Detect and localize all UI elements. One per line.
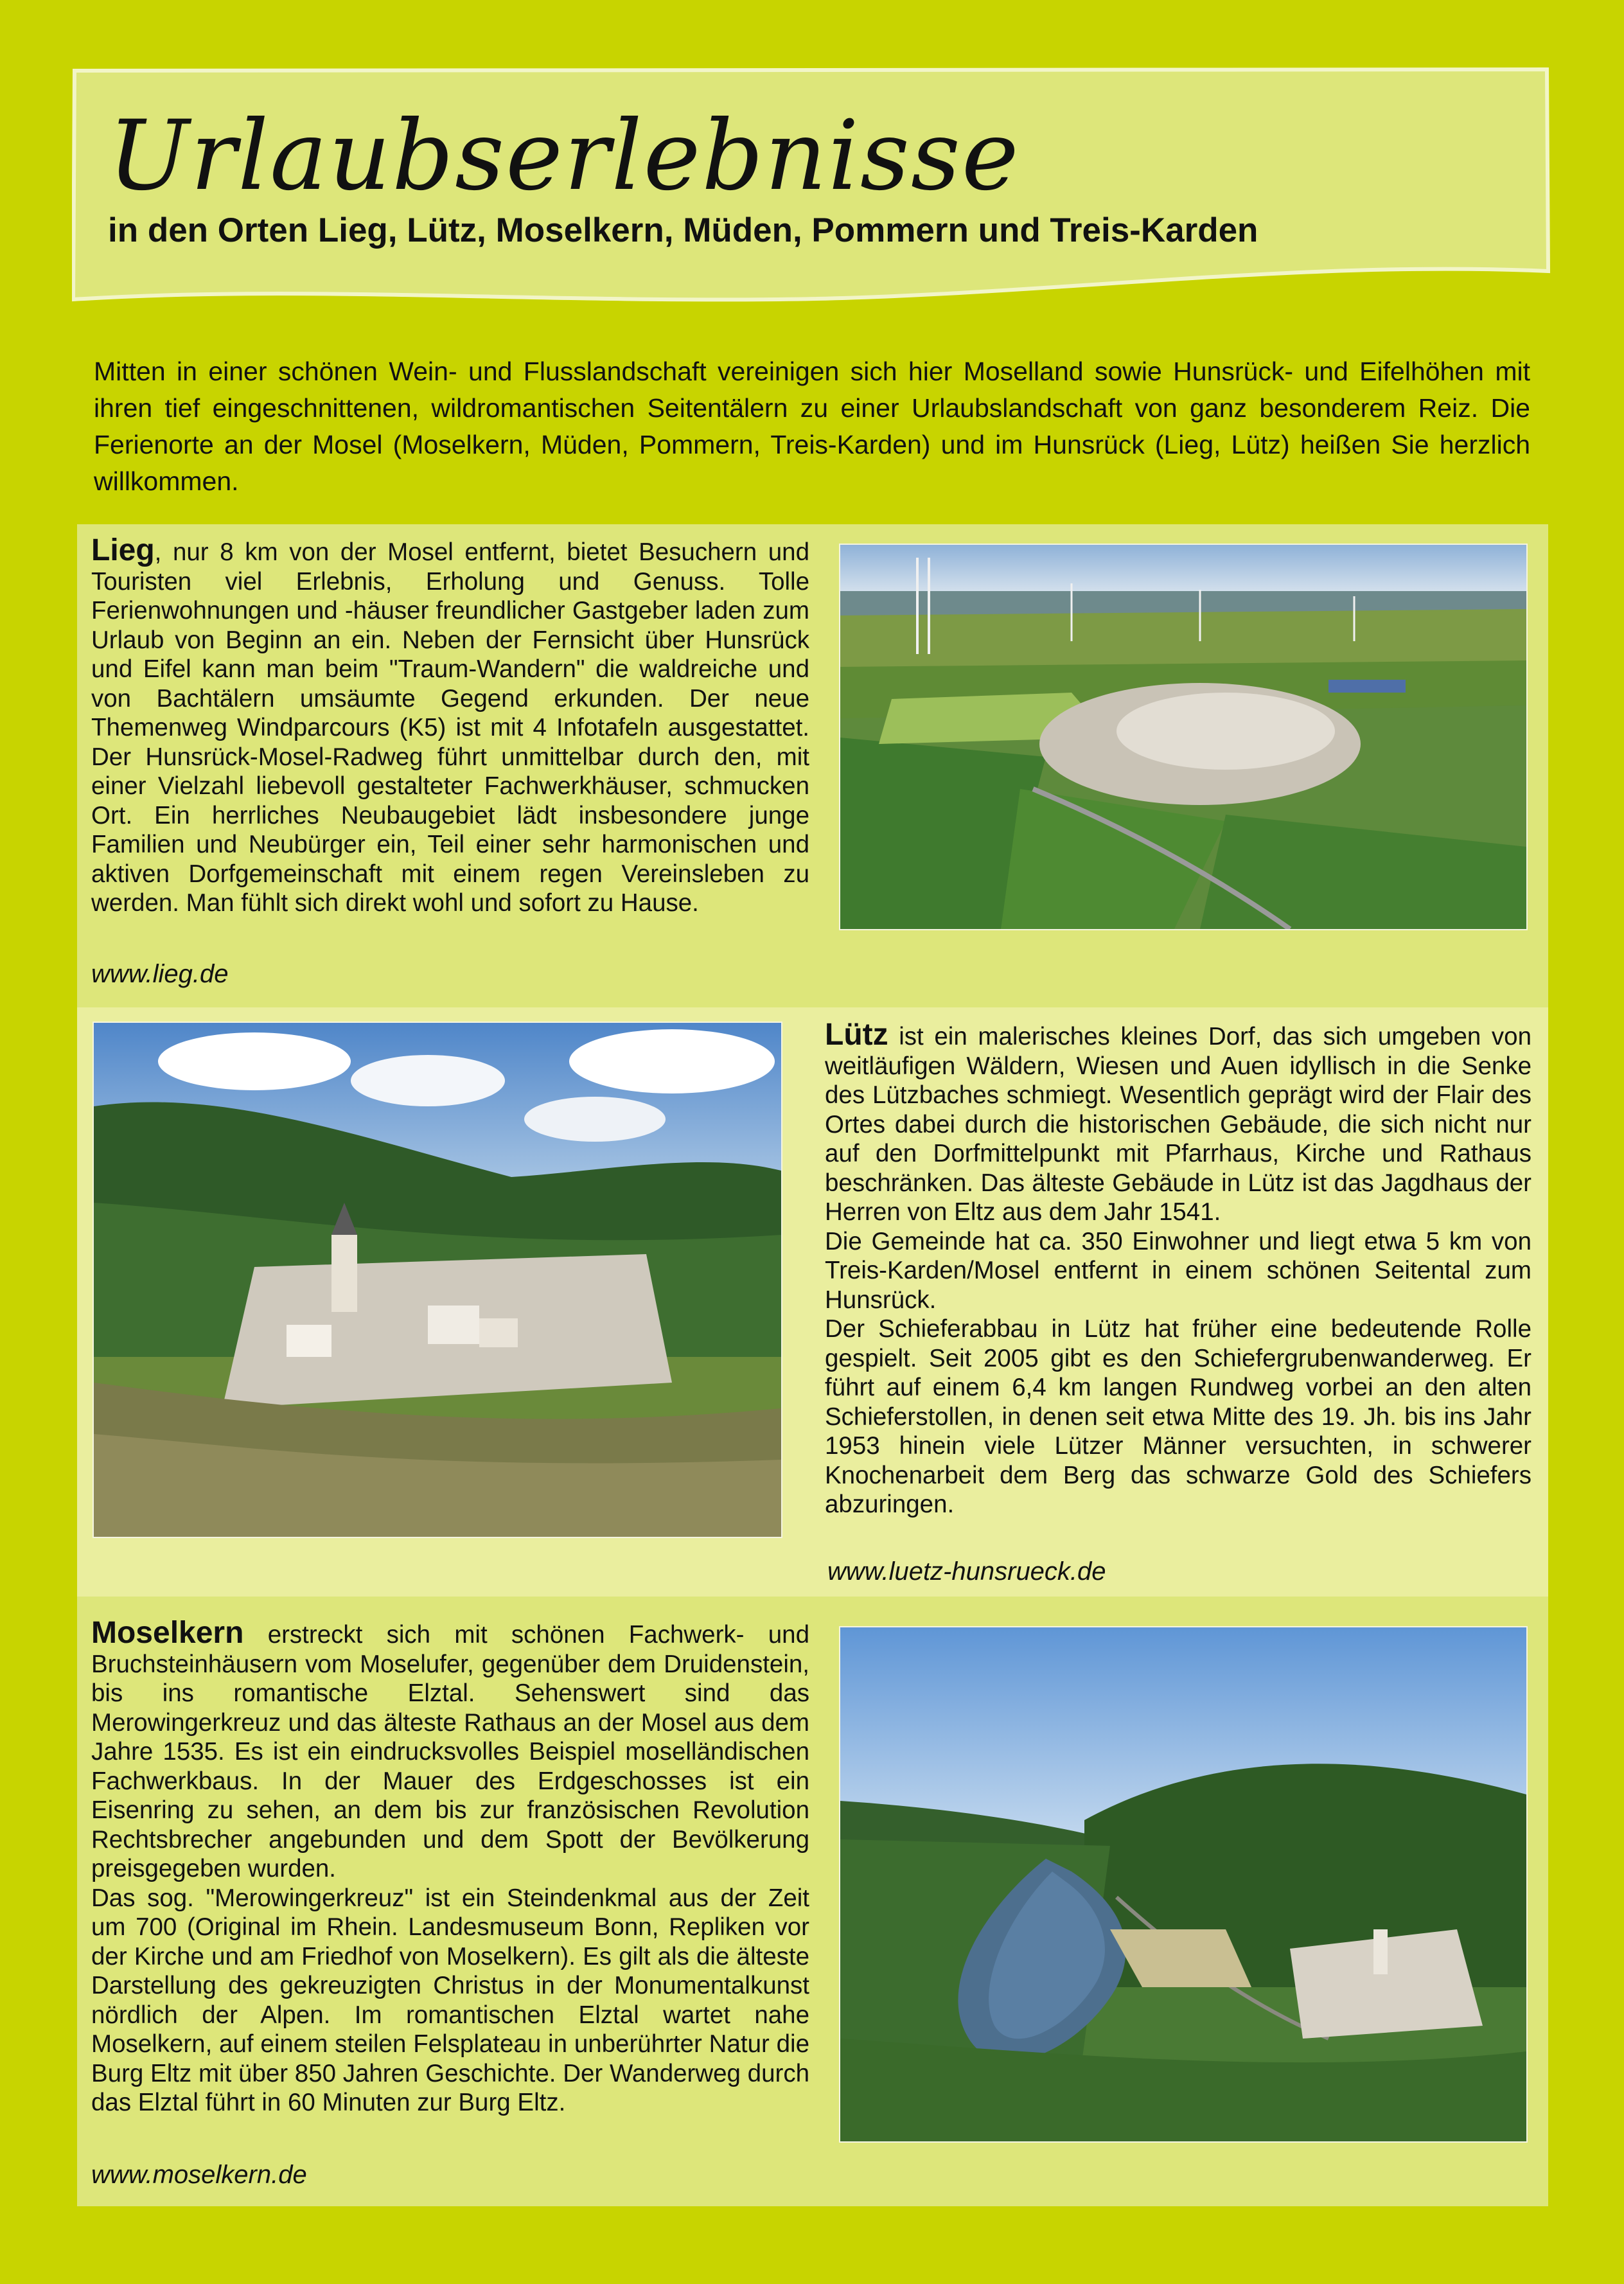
luetz-description: ist ein malerisches kleines Dorf, das sich umgeben von weitläufigen Wäldern, Wiesen und Auen idyllisch in die Senke des Lützbaches schmiegt. Wesentlich geprägt wird der Flair des Ortes dabei durch die historischen Gebäude, die sich nicht nur auf den Dorfmittelpunkt mit Pfarrhaus, Kirche und Rathaus beschränken. Das älteste Gebäude in Lütz ist das Jagdhaus der Herren von Eltz aus dem Jahr 1541. — [825, 1023, 1531, 1226]
moselkern-description: erstreckt sich mit schönen Fachwerk- und Bruchsteinhäusern vom Moselufer, gegenüber dem Druidenstein, bis ins romantische Elztal. Sehenswert sind das Merowingerkreuz und das älteste Rathaus an der Mosel aus dem Jahre 1535. Es ist ein eindrucksvolles Beispiel moselländischen Fachwerkbaus. In der Mauer des Erdgeschosses ist ein Eisenring zu sehen, an dem bis zur französischen Revolution Rechtsbrecher angebunden und dem Spott der Bevölkerung preisgegeben wurden. — [91, 1621, 809, 1882]
luetz-text — [825, 1020, 1531, 1519]
section-luetz — [77, 1007, 1548, 1597]
place-name-moselkern: Moselkern — [91, 1616, 244, 1650]
lieg-text — [91, 533, 809, 918]
section-moselkern — [77, 1597, 1548, 2206]
place-name-lieg: Lieg — [91, 533, 155, 567]
lieg-description: , nur 8 km von der Mosel entfernt, bietet Besuchern und Touristen viel Erlebnis, Erholung und Genuss. Tolle Ferienwohnungen und -häuser freundlicher Gastgeber laden zum Urlaub von Beginn an ein. Neben der Fernsicht über Hunsrück und Eifel kann man beim "Traum-Wandern" die waldreiche und von Bachtälern umsäumte Gegend erkunden. Der neue Themenweg Windparcours (K5) ist mit 4 Infotafeln ausgestattet. Der Hunsrück-Mosel-Radweg führt unmittelbar durch den, mit einer Vielzahl liebevoll gestalteter Fachwerkhäuser, schmucken Ort. Ein herrliches Neubaugebiet lädt insbesondere junge Familien und Neubürger ein, Teil einer sehr harmonischen und aktiven Dorfgemeinschaft mit einem regen Vereinsleben zu werden. Man fühlt sich direkt wohl und sofort zu Hause. — [91, 538, 809, 917]
luetz-paragraph-2: Die Gemeinde hat ca. 350 Einwohner und liegt etwa 5 km von Treis-Karden/Mosel entfernt in einem schönen Seitental zum Hunsrück. — [825, 1227, 1531, 1314]
luetz-village-photo — [93, 1022, 782, 1538]
luetz-website-link[interactable]: www.luetz-hunsrueck.de — [827, 1557, 1106, 1586]
place-name-luetz: Lütz — [825, 1018, 888, 1052]
moselkern-text — [91, 1618, 809, 2118]
luetz-paragraph-3: Der Schieferabbau in Lütz hat früher eine bedeutende Rolle gespielt. Seit 2005 gibt es den Schiefergrubenwanderweg. Er führt auf einem 6,4 km langen Rundweg vorbei an den alten Schieferstollen, in denen seit etwa Mitte des 19. Jh. bis ins Jahr 1953 hinein viele Lützer Männer versuchten, in schwerer Knochenarbeit dem Berg das schwarze Gold des Schiefers abzuringen. — [825, 1315, 1531, 1518]
page-title: Urlaubserlebnisse — [108, 100, 1020, 212]
moselkern-paragraph-2: Das sog. "Merowingerkreuz" ist ein Steindenkmal aus der Zeit um 700 (Original im Rhein. Landesmuseum Bonn, Repliken vor der Kirche und am Friedhof von Moselkern). Es gilt als die älteste Darstellung des gekreuzigten Christus in der Monumentalkunst nördlich der Alpen. Im romantischen Elztal wartet nahe Moselkern, auf einem steilen Felsplateau in unberührter Natur die Burg Eltz mit über 850 Jahren Geschichte. Der Wanderweg durch das Elztal führt in 60 Minuten zur Burg Eltz. — [91, 1884, 809, 2116]
section-lieg — [77, 524, 1548, 1007]
intro-paragraph: Mitten in einer schönen Wein- und Flusslandschaft vereinigen sich hier Moselland sowie Hunsrück- und Eifelhöhen mit ihren tief eingeschnittenen, wildromantischen Seitentälern zu einer Urlaubslandschaft von ganz besonderem Reiz. Die Ferienorte an der Mosel (Moselkern, Müden, Pommern, Treis-Karden) und im Hunsrück (Lieg, Lütz) heißen Sie herzlich willkommen. — [94, 357, 1530, 496]
lieg-website-link[interactable]: www.lieg.de — [91, 960, 229, 988]
moselkern-valley-photo — [839, 1626, 1528, 2143]
lieg-aerial-photo — [839, 544, 1528, 930]
page-subtitle: in den Orten Lieg, Lütz, Moselkern, Müden, Pommern und Treis-Karden — [108, 211, 1258, 249]
moselkern-website-link[interactable]: www.moselkern.de — [91, 2161, 307, 2189]
